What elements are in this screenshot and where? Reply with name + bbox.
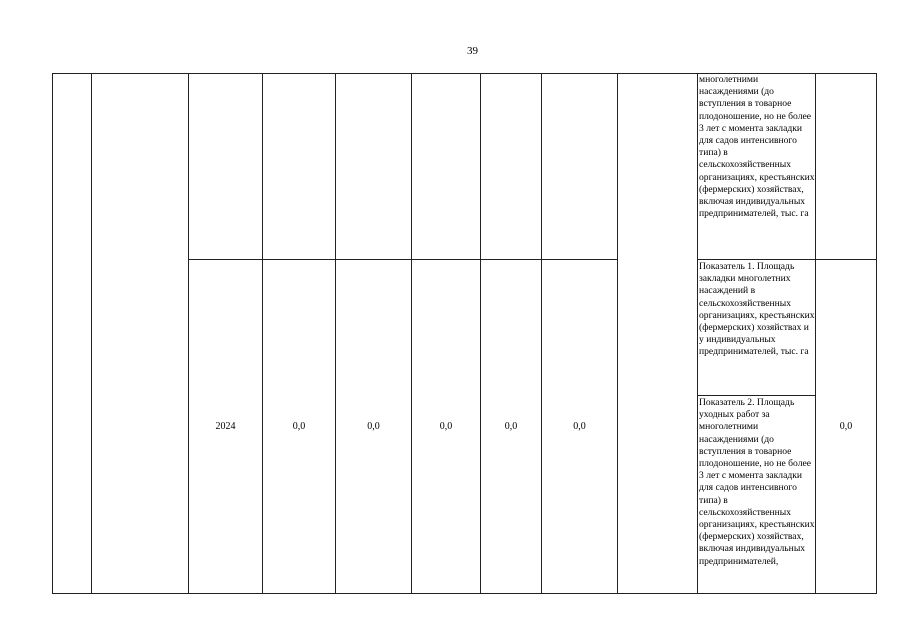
- row-divider-right: [697, 259, 877, 260]
- table-border-right: [876, 73, 877, 593]
- table-column-divider: [188, 73, 189, 593]
- table-border-left: [52, 73, 53, 593]
- indicator-2-text: Показатель 2. Площадь уходных работ за многолетними насаждениями (до вступления в товарное плодоношение, но не более 3 лет с момента закладки для садов интенсивного типа) в сельскохозяйственных организациях, крестьянских (фермерских) хозяйствах, включая индивидуальных предпринимателей,: [699, 397, 815, 567]
- table-column-divider: [541, 73, 542, 593]
- value-cell: 0,0: [504, 421, 518, 432]
- value-cell: 0,0: [573, 421, 586, 432]
- table-border-bottom: [52, 593, 877, 594]
- table-column-divider: [411, 73, 412, 593]
- target-value-cell: 0,0: [839, 421, 853, 432]
- value-cell: 0,0: [367, 421, 380, 432]
- indicator-continuation-text: многолетними насаждениями (до вступления в товарное плодоношение, но не более 3 лет с момента закладки для садов интенсивного типа) в сельскохозяйственных организациях, крестьянских (фермерских) хозяйствах, включая индивидуальных предпринимателей, тыс. га: [699, 74, 815, 220]
- value-cell: 0,0: [292, 421, 306, 432]
- table-column-divider: [815, 73, 816, 593]
- table-column-divider: [697, 73, 698, 593]
- year-cell: 2024: [215, 421, 236, 432]
- row-divider-left: [188, 259, 617, 260]
- table-column-divider: [335, 73, 336, 593]
- table-column-divider: [91, 73, 92, 593]
- table-column-divider: [480, 73, 481, 593]
- table-column-divider: [262, 73, 263, 593]
- value-cell: 0,0: [439, 421, 453, 432]
- table-column-divider: [617, 73, 618, 593]
- indicator-divider: [697, 395, 815, 396]
- page-number: 39: [467, 45, 478, 57]
- indicator-1-text: Показатель 1. Площадь закладки многолетних насаждений в сельскохозяйственных организациях, крестьянских (фермерских) хозяйствах и у индивидуальных предпринимателей, тыс. га: [699, 261, 815, 358]
